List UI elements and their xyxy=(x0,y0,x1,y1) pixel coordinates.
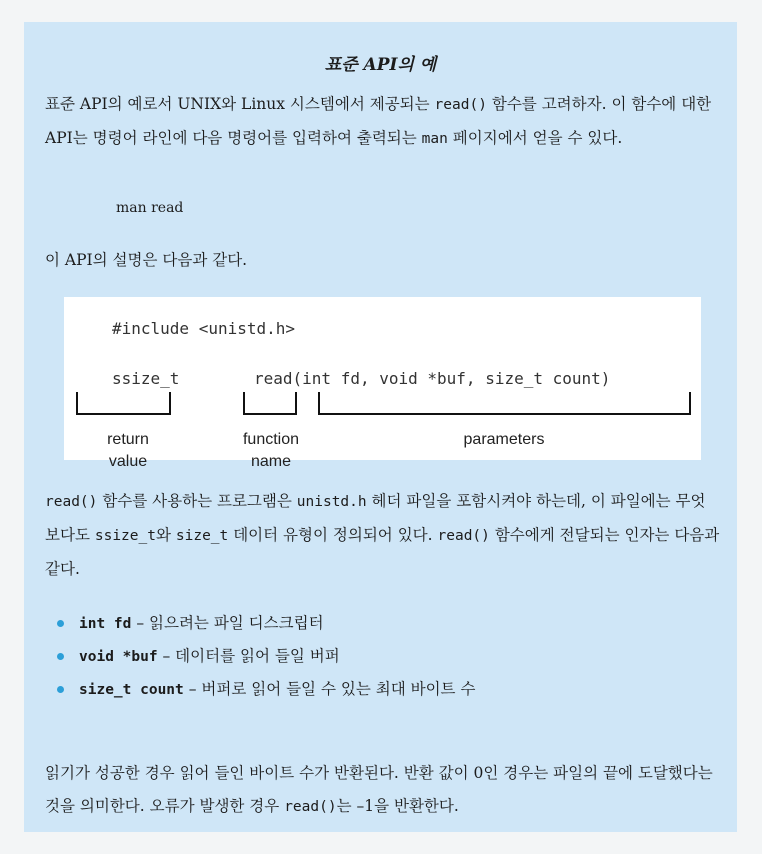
list-item: void *buf – 데이터를 읽어 들일 버퍼 xyxy=(57,640,717,673)
bullet-dot-icon xyxy=(57,653,64,660)
intro-paragraph: 표준 API의 예로서 UNIX와 Linux 시스템에서 제공되는 read() 함수를 고려하자. 이 함수에 대한 API는 명령어 라인에 다음 명령어를 입력하여 출력되는 man 페이지에서 얻을 수 있다. xyxy=(45,95,712,147)
parameter-list xyxy=(57,607,717,706)
box-title: 표준 API의 예 xyxy=(324,55,437,75)
api-signature-diagram xyxy=(64,297,701,470)
bullet-dot-icon xyxy=(57,686,64,693)
return-type: ssize_t xyxy=(112,369,180,388)
description-line: 이 API의 설명은 다음과 같다. xyxy=(45,251,248,269)
header-paragraph: read() 함수를 사용하는 프로그램은 unistd.h 헤더 파일을 포함시켜야 하는데, 이 파일에는 무엇보다도 ssize_t와 size_t 데이터 유형이 정의되어 있다. read() 함수에게 전달되는 인자는 다음과 같다. xyxy=(45,492,720,578)
return-bracket xyxy=(77,392,170,414)
label-return-value: return value xyxy=(107,431,149,470)
function-signature: read(int fd, void *buf, size_t count) xyxy=(254,369,611,388)
command-example: man read xyxy=(116,200,184,216)
include-line: #include <unistd.h> xyxy=(112,319,296,338)
list-item: int fd – 읽으려는 파일 디스크립터 xyxy=(57,607,717,640)
api-example-box xyxy=(24,22,737,832)
function-bracket xyxy=(244,392,296,414)
label-parameters: parameters xyxy=(463,431,545,448)
params-bracket xyxy=(319,392,690,414)
bullet-dot-icon xyxy=(57,620,64,627)
label-function-name: function name xyxy=(242,431,300,470)
list-item: size_t count – 버퍼로 읽어 들일 수 있는 최대 바이트 수 xyxy=(57,673,717,706)
return-value-paragraph: 읽기가 성공한 경우 읽어 들인 바이트 수가 반환된다. 반환 값이 0인 경우는 파일의 끝에 도달했다는 것을 의미한다. 오류가 발생한 경우 read()는 –1을 반환한다. xyxy=(45,764,713,815)
